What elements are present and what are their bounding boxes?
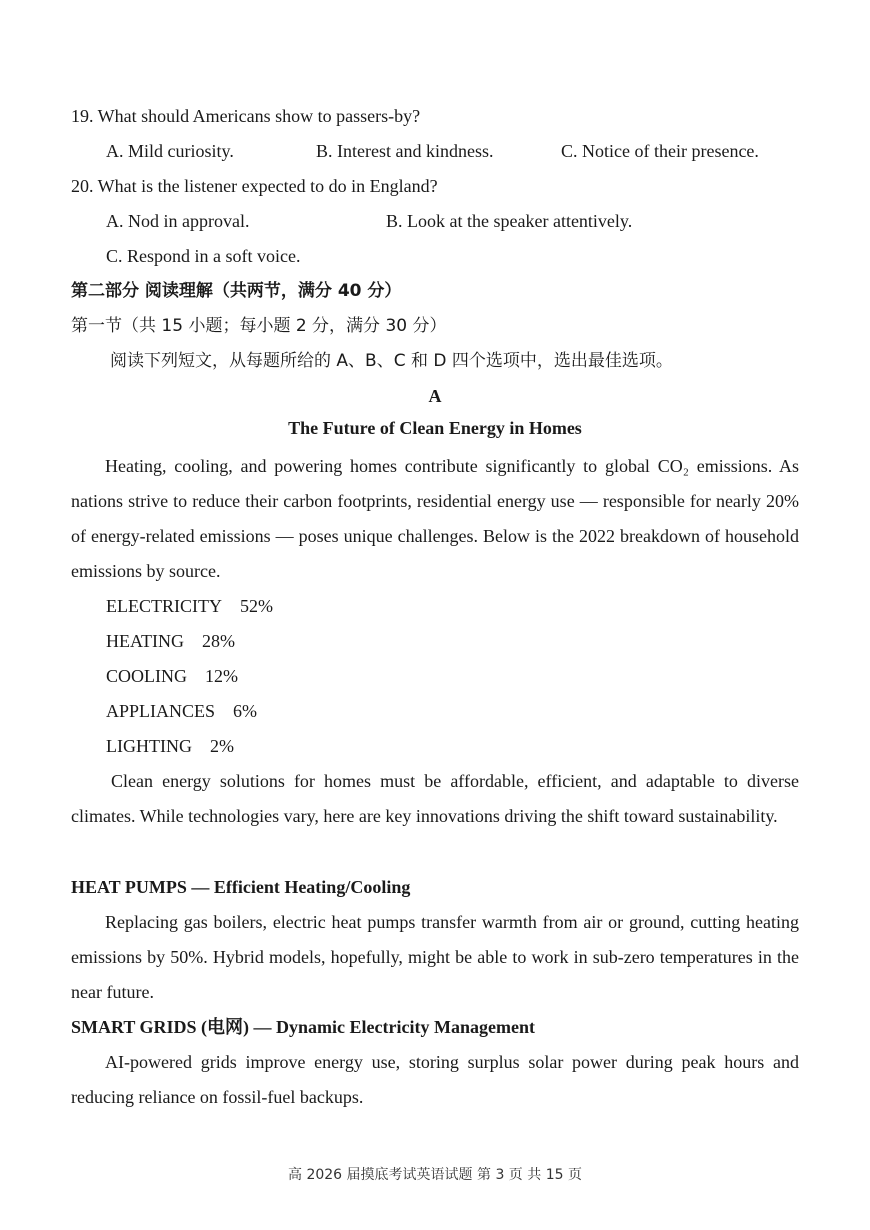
heat-pumps-heading: HEAT PUMPS — Efficient Heating/Cooling [71,877,411,897]
smart-grids-heading: SMART GRIDS (电网) — Dynamic Electricity Management [71,1017,535,1037]
breakdown-value: 52% [239,596,273,616]
passage-title: The Future of Clean Energy in Homes [288,418,582,438]
breakdown-item [106,594,273,618]
passage-paragraph-2: Clean energy solutions for homes must be affordable, efficient, and adaptable to diverse climates. While technologies vary, here are key innovations driving the shift toward sustainability. [71,771,799,826]
breakdown-value: 12% [205,666,238,686]
question-19-option-c: C. Notice of their presence. [561,141,759,161]
breakdown-label: APPLIANCES [106,701,216,721]
breakdown-label: ELECTRICITY [106,596,222,616]
breakdown-item [106,664,238,688]
question-20-option-b: B. Look at the speaker attentively. [386,211,633,231]
question-19-stem: 19. What should Americans show to passers-by? [71,106,421,126]
breakdown-label: HEATING [106,631,184,651]
breakdown-value: 2% [209,736,234,756]
question-20-stem: 20. What is the listener expected to do in England? [71,176,438,196]
passage-letter: A [428,386,442,406]
instruction: 阅读下列短文，从每题所给的 A、B、C 和 D 四个选项中，选出最佳选项。 [110,351,673,371]
subsection-title: 第一节（共 15 小题；每小题 2 分，满分 30 分） [71,316,447,336]
question-19-option-b: B. Interest and kindness. [316,141,494,161]
breakdown-item [106,629,235,653]
question-20-option-a: A. Nod in approval. [106,211,250,231]
breakdown-label: LIGHTING [106,736,192,756]
question-20-option-c: C. Respond in a soft voice. [106,246,301,266]
breakdown-item [106,734,234,758]
passage-paragraph-3: Replacing gas boilers, electric heat pumps transfer warmth from air or ground, cutting heating emissions by 50%. Hybrid models, hopefully, might be able to work in sub-zero temperatures in the near future. [71,912,799,1002]
page-footer: 高 2026 届摸底考试英语试题 第 3 页 共 15 页 [288,1167,582,1183]
question-19-option-a: A. Mild curiosity. [106,141,234,161]
part-title: 第二部分 阅读理解（共两节，满分 40 分） [71,281,402,301]
passage-intro: Heating, cooling, and powering homes contribute significantly to global CO₂ emissions. As nations strive to reduce their carbon footprints, residential energy use — responsible for nearly 20% of energy-related emissions — poses unique challenges. Below is the 2022 breakdown of household emissions by source. [71,456,799,581]
breakdown-value: 28% [202,631,235,651]
breakdown-item [106,699,257,723]
passage-paragraph-4: AI-powered grids improve energy use, storing surplus solar power during peak hours and reducing reliance on fossil-fuel backups. [71,1052,799,1107]
breakdown-label: COOLING [106,666,187,686]
breakdown-value: 6% [233,701,258,721]
